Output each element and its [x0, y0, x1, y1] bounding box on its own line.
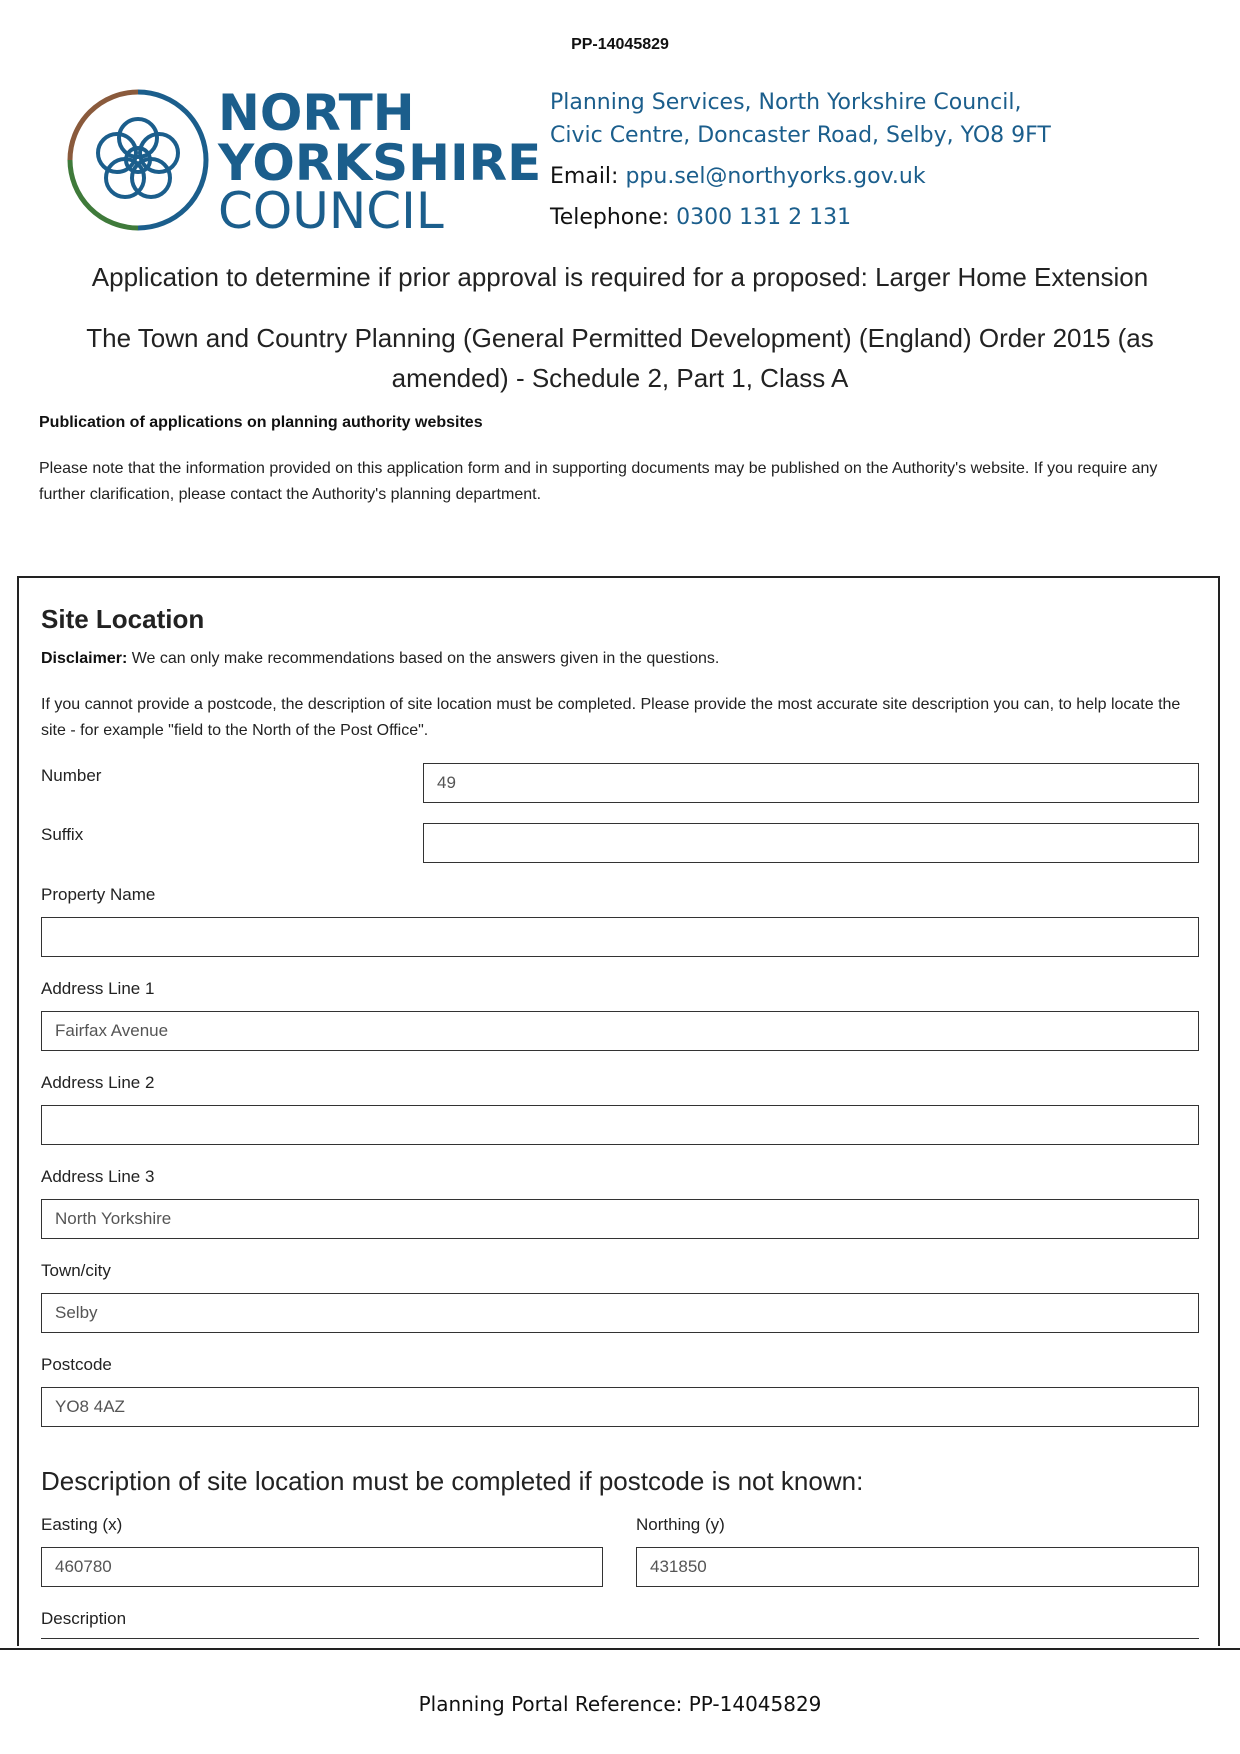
town-city-field[interactable]: Selby: [41, 1293, 1199, 1333]
postcode-field[interactable]: YO8 4AZ: [41, 1387, 1199, 1427]
address-line-1-label: Address Line 1: [41, 979, 155, 998]
description-label: Description: [41, 1609, 127, 1628]
telephone-link[interactable]: 0300 131 2 131: [676, 205, 852, 230]
site-info-text: If you cannot provide a postcode, the description of site location must be completed. Please provide the most accurate site description you can, to help locate the site - for example "field to the North of the Post Office".: [41, 696, 1181, 739]
number-label: Number: [41, 766, 102, 785]
suffix-field[interactable]: [423, 823, 1199, 863]
page-reference: PP-14045829: [571, 36, 669, 53]
address-line-3-label: Address Line 3: [41, 1167, 155, 1186]
tudor-rose-icon: [58, 80, 218, 240]
email-link[interactable]: ppu.sel@northyorks.gov.uk: [625, 164, 926, 189]
easting-label: Easting (x): [41, 1515, 123, 1534]
address-line-2: Civic Centre, Doncaster Road, Selby, YO8 9FT: [550, 123, 1051, 148]
footer-divider: [0, 1648, 1240, 1650]
northing-field[interactable]: 431850: [636, 1547, 1199, 1587]
contact-block: [550, 86, 1051, 234]
description-field[interactable]: [41, 1638, 1199, 1647]
disclaimer: [41, 650, 719, 668]
page-title: Application to determine if prior approval is required for a proposed: Larger Home Extension: [91, 262, 1149, 292]
logo-word-council: COUNCIL: [218, 182, 444, 240]
disclaimer-label: Disclaimer:: [41, 650, 128, 667]
number-field[interactable]: 49: [423, 763, 1199, 803]
address-line-2-label: Address Line 2: [41, 1073, 155, 1092]
logo-word-north: NORTH: [218, 84, 415, 142]
publication-text: Please note that the information provided on this application form and in supporting documents may be published on the Authority's website. If you require any further clarification, please contact the Authority's planning department.: [39, 460, 1158, 503]
address-line-2-field[interactable]: [41, 1105, 1199, 1145]
email-label: Email:: [550, 164, 626, 189]
publication-heading: Publication of applications on planning authority websites: [39, 414, 483, 431]
disclaimer-text: We can only make recommendations based on the answers given in the questions.: [127, 650, 720, 667]
northing-label: Northing (y): [636, 1515, 725, 1534]
address-line-1: Planning Services, North Yorkshire Council,: [550, 90, 1022, 115]
property-name-label: Property Name: [41, 885, 156, 904]
easting-field[interactable]: 460780: [41, 1547, 603, 1587]
suffix-label: Suffix: [41, 825, 84, 844]
town-city-label: Town/city: [41, 1261, 111, 1280]
footer-reference: Planning Portal Reference: PP-14045829: [418, 1692, 822, 1716]
logo-word-yorkshire: YORKSHIRE: [218, 134, 542, 192]
telephone-label: Telephone:: [550, 205, 677, 230]
council-logo: [58, 80, 542, 240]
address-line-3-field[interactable]: North Yorkshire: [41, 1199, 1199, 1239]
page-subtitle: The Town and Country Planning (General Permitted Development) (England) Order 2015 (as amended) - Schedule 2, Part 1, Class A: [86, 323, 1154, 393]
site-location-heading: Site Location: [41, 604, 205, 634]
address-line-1-field[interactable]: Fairfax Avenue: [41, 1011, 1199, 1051]
property-name-field[interactable]: [41, 917, 1199, 957]
postcode-label: Postcode: [41, 1355, 112, 1374]
description-heading: Description of site location must be completed if postcode is not known:: [41, 1466, 864, 1496]
